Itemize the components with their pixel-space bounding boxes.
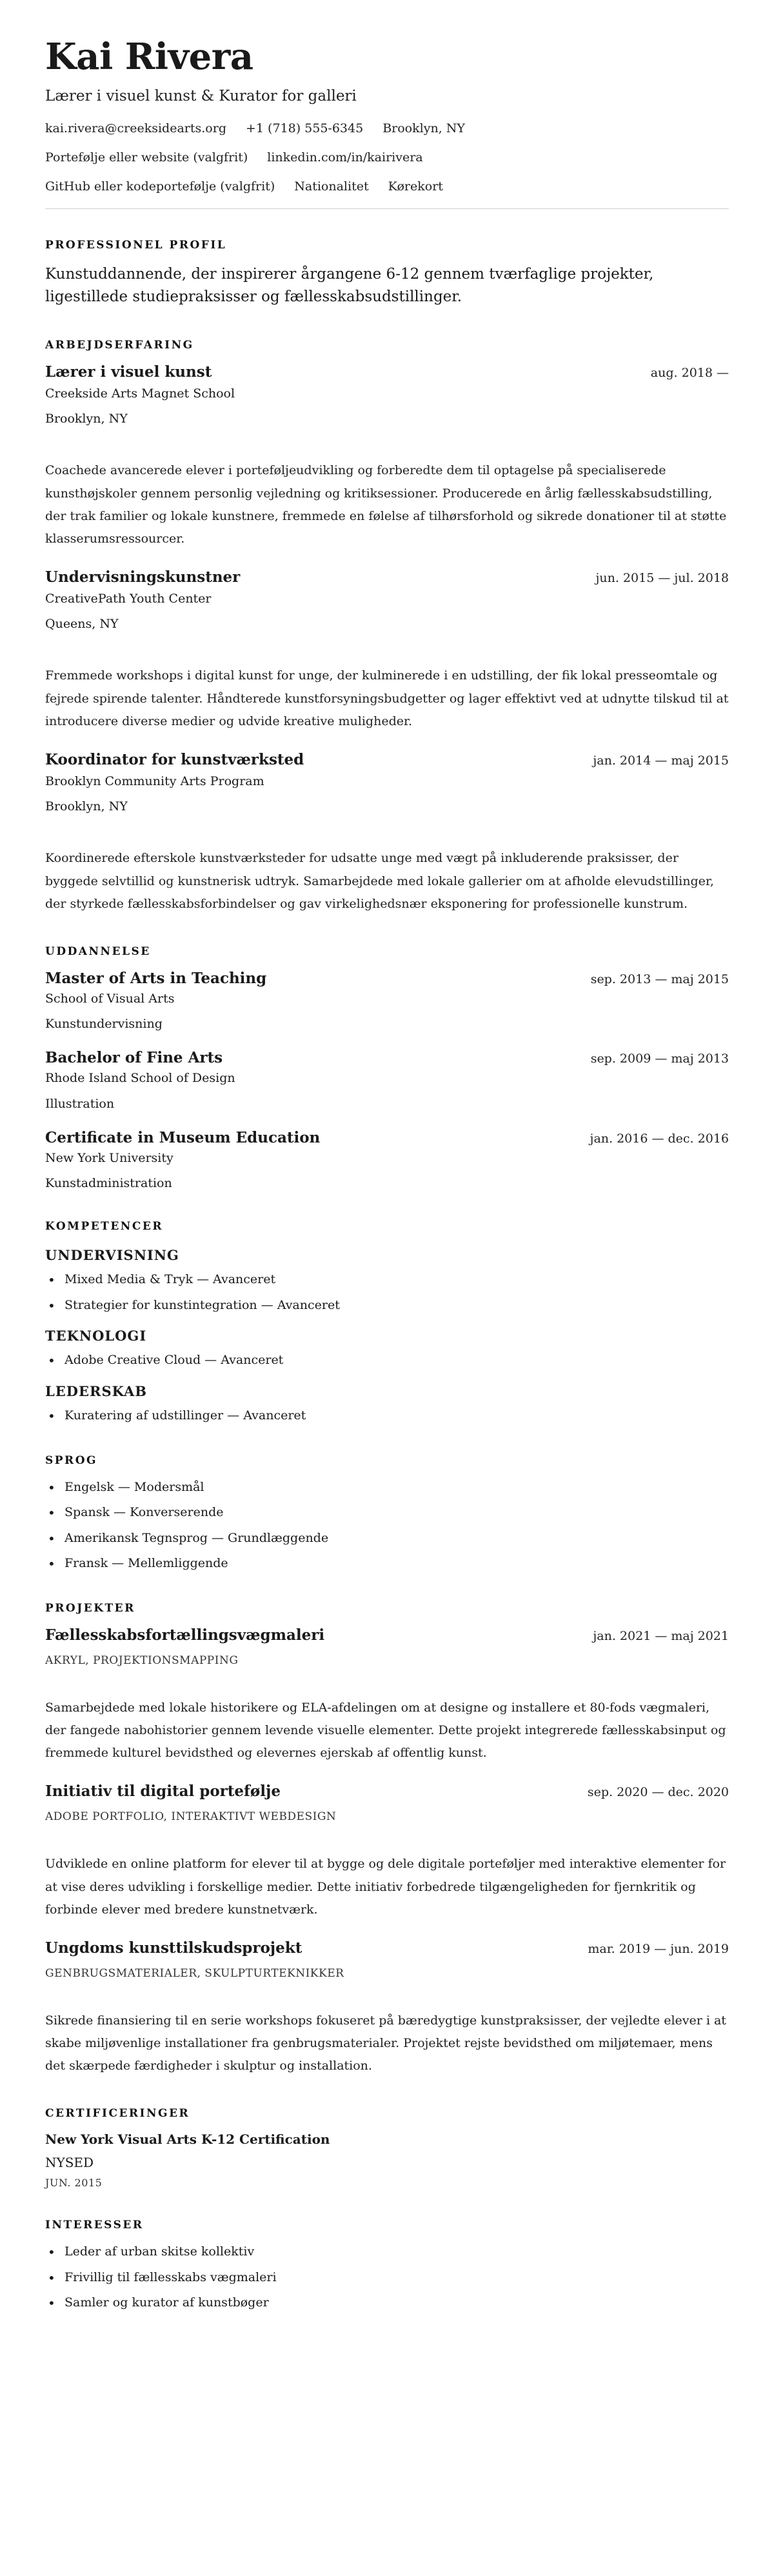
- interest-item: • Samler og kurator af kunstbøger: [45, 2294, 729, 2311]
- certification-issuer: NYSED: [45, 2155, 94, 2171]
- language-item: • Fransk — Mellemliggende: [45, 1555, 729, 1572]
- contact-github: GitHub eller kodeportefølje (valgfrit): [45, 179, 275, 194]
- project-description: Udviklede en online platform for elever til at bygge og dele digitale porteføljer med interaktive elementer for at vise deres udvikling i forskellige medier. Dette initiativ forbedrede tilgængeligheden for fjernkritik og forbinde elever med bredere kunstnetværk.: [45, 1857, 726, 1917]
- degree-title: Bachelor of Fine Arts: [45, 1049, 223, 1067]
- resume-header: [45, 37, 729, 209]
- certifications-section: [45, 2107, 729, 2189]
- job-description: Fremmede workshops i digital kunst for unge, der kulminerede i en udstilling, der fik lokal presseomtale og fejrede spirende talenter. Håndterede kunstforsyningsbudgetter og lager effektivt ved at udnytte tilskud til at introducere diverse medier og udvide kreative muligheder.: [45, 668, 729, 728]
- contact-email[interactable]: kai.rivera@creeksidearts.org: [45, 121, 226, 135]
- project-tags: AKRYL, PROJEKTIONSMAPPING: [45, 1654, 239, 1668]
- language-item: • Spansk — Konverserende: [45, 1504, 729, 1521]
- experience-entry: [45, 568, 729, 733]
- project-entry: [45, 1939, 729, 2077]
- project-date: mar. 2019 — jun. 2019: [588, 1941, 729, 1956]
- interest-list: [45, 2243, 729, 2311]
- job-organization: CreativePath Youth Center: [45, 591, 212, 606]
- school-name: New York University: [45, 1150, 174, 1165]
- skill-item: • Strategier for kunstintegration — Avanceret: [45, 1297, 729, 1314]
- contact-row-2: [45, 150, 729, 165]
- interests-section: [45, 2219, 729, 2311]
- skills-section: [45, 1220, 729, 1424]
- contact-nationality: Nationalitet: [294, 179, 369, 194]
- section-title: PROJEKTER: [45, 1602, 135, 1615]
- degree-date: sep. 2009 — maj 2013: [590, 1052, 729, 1066]
- project-date: jan. 2021 — maj 2021: [593, 1629, 729, 1644]
- project-date: sep. 2020 — dec. 2020: [587, 1785, 729, 1800]
- skill-item: • Kuratering af udstillinger — Avanceret: [45, 1407, 729, 1424]
- job-title: Undervisningskunstner: [45, 568, 241, 586]
- certification-entry: [45, 2132, 729, 2189]
- section-title: SPROG: [45, 1453, 98, 1467]
- language-item: • Amerikansk Tegnsprog — Grundlæggende: [45, 1530, 729, 1547]
- study-field: Kunstundervisning: [45, 1017, 163, 1032]
- study-field: Kunstadministration: [45, 1176, 172, 1191]
- experience-entry: [45, 363, 729, 550]
- job-organization: Creekside Arts Magnet School: [45, 386, 235, 401]
- project-name: Initiativ til digital portefølje: [45, 1782, 281, 1801]
- degree-date: jan. 2016 — dec. 2016: [590, 1131, 729, 1146]
- skill-item: • Adobe Creative Cloud — Avanceret: [45, 1352, 729, 1369]
- profile-summary: Kunstuddannende, der inspirerer årgangene 6-12 gennem tværfaglige projekter, ligestillede studiepraksisser og fællesskabsudstillinger.: [45, 265, 654, 306]
- section-title: CERTIFICERINGER: [45, 2107, 190, 2121]
- candidate-name: Kai Rivera: [45, 35, 253, 78]
- education-entry: [45, 1129, 729, 1191]
- degree-title: Certificate in Museum Education: [45, 1128, 321, 1146]
- degree-date: sep. 2013 — maj 2015: [590, 972, 729, 986]
- skill-list: [45, 1407, 729, 1424]
- job-location: Queens, NY: [45, 617, 119, 632]
- project-entry: [45, 1626, 729, 1764]
- interest-item: • Frivillig til fællesskabs vægmaleri: [45, 2269, 729, 2286]
- contact-portfolio: Portefølje eller website (valgfrit): [45, 150, 248, 165]
- project-name: Fællesskabsfortællingsvægmaleri: [45, 1626, 325, 1644]
- skill-list: [45, 1352, 729, 1369]
- section-title: UDDANNELSE: [45, 944, 151, 958]
- profile-section: [45, 239, 729, 309]
- language-list: [45, 1479, 729, 1572]
- job-title: Koordinator for kunstværksted: [45, 750, 304, 768]
- header-divider: [45, 208, 729, 209]
- section-title: ARBEJDSERFARING: [45, 338, 194, 352]
- project-name: Ungdoms kunsttilskudsprojekt: [45, 1939, 303, 1957]
- skill-group-title: LEDERSKAB: [45, 1383, 148, 1400]
- education-entry: [45, 970, 729, 1032]
- section-title: KOMPETENCER: [45, 1220, 163, 1233]
- degree-title: Master of Arts in Teaching: [45, 969, 267, 987]
- contact-linkedin[interactable]: linkedin.com/in/kairivera: [267, 150, 423, 165]
- section-title: INTERESSER: [45, 2219, 144, 2232]
- contact-drivers-license: Kørekort: [388, 179, 443, 194]
- experience-entry: [45, 751, 729, 915]
- job-date: aug. 2018 —: [650, 365, 729, 380]
- job-location: Brooklyn, NY: [45, 799, 128, 814]
- skill-group-title: UNDERVISNING: [45, 1247, 179, 1264]
- section-title: PROFESSIONEL PROFIL: [45, 238, 227, 252]
- contact-row-1: [45, 121, 729, 135]
- skill-item: • Mixed Media & Tryk — Avanceret: [45, 1271, 729, 1288]
- skill-list: [45, 1271, 729, 1313]
- contact-phone[interactable]: +1 (718) 555-6345: [245, 121, 364, 135]
- candidate-tagline: Lærer i visuel kunst & Kurator for galleri: [45, 87, 357, 105]
- job-organization: Brooklyn Community Arts Program: [45, 774, 264, 788]
- study-field: Illustration: [45, 1096, 115, 1111]
- languages-section: [45, 1454, 729, 1572]
- experience-section: [45, 339, 729, 915]
- job-description: Coachede avancerede elever i porteføljeudvikling og forberedte dem til optagelse på specialiserede kunsthøjskoler gennem personlig vejledning og kritiksessioner. Producerede en årlig fællesskabsudstilling, der trak familier og lokale kunstnere, fremmede en følelse af tilhørsforhold og sikrede donationer til at støtte klasserumsressourcer.: [45, 463, 727, 546]
- language-item: • Engelsk — Modersmål: [45, 1479, 729, 1496]
- job-date: jun. 2015 — jul. 2018: [595, 570, 729, 585]
- project-tags: GENBRUGSMATERIALER, SKULPTURTEKNIKKER: [45, 1966, 344, 1980]
- job-location: Brooklyn, NY: [45, 412, 128, 426]
- education-entry: [45, 1049, 729, 1111]
- project-tags: ADOBE PORTFOLIO, INTERAKTIVT WEBDESIGN: [45, 1810, 337, 1824]
- certification-name: New York Visual Arts K-12 Certification: [45, 2132, 330, 2148]
- education-section: [45, 945, 729, 1191]
- job-title: Lærer i visuel kunst: [45, 363, 212, 381]
- school-name: School of Visual Arts: [45, 991, 175, 1006]
- project-description: Sikrede finansiering til en serie workshops fokuseret på bæredygtige kunstpraksisser, der vejledte elever i at skabe miljøvenlige installationer fra genbrugsmaterialer. Projektet rejste bevidsthed om miljøtemaer, mens det skærpede færdigheder i skulptur og installation.: [45, 2013, 726, 2073]
- skill-group-title: TEKNOLOGI: [45, 1328, 147, 1344]
- projects-section: [45, 1602, 729, 2077]
- project-entry: [45, 1782, 729, 1921]
- school-name: Rhode Island School of Design: [45, 1071, 235, 1086]
- project-description: Samarbejdede med lokale historikere og ELA-afdelingen om at designe og installere et 80-fods vægmaleri, der fangede nabohistorier gennem levende visuelle elementer. Dette projekt integrerede fællesskabsinput og fremmede kulturel bevidsthed og elevernes ejerskab af offentlig kunst.: [45, 1701, 726, 1761]
- interest-item: • Leder af urban skitse kollektiv: [45, 2243, 729, 2261]
- job-date: jan. 2014 — maj 2015: [593, 753, 729, 768]
- contact-location: Brooklyn, NY: [382, 121, 465, 135]
- job-description: Koordinerede efterskole kunstværksteder for udsatte unge med vægt på inkluderende praksisser, der byggede selvtillid og kunstnerisk udtryk. Samarbejdede med lokale gallerier om at afholde elevudstillinger, der styrkede fællesskabsforbindelser og gav virkelighedsnær eksponering for professionelle kunstrum.: [45, 851, 714, 911]
- contact-row-3: [45, 179, 729, 194]
- certification-date: JUN. 2015: [45, 2177, 103, 2190]
